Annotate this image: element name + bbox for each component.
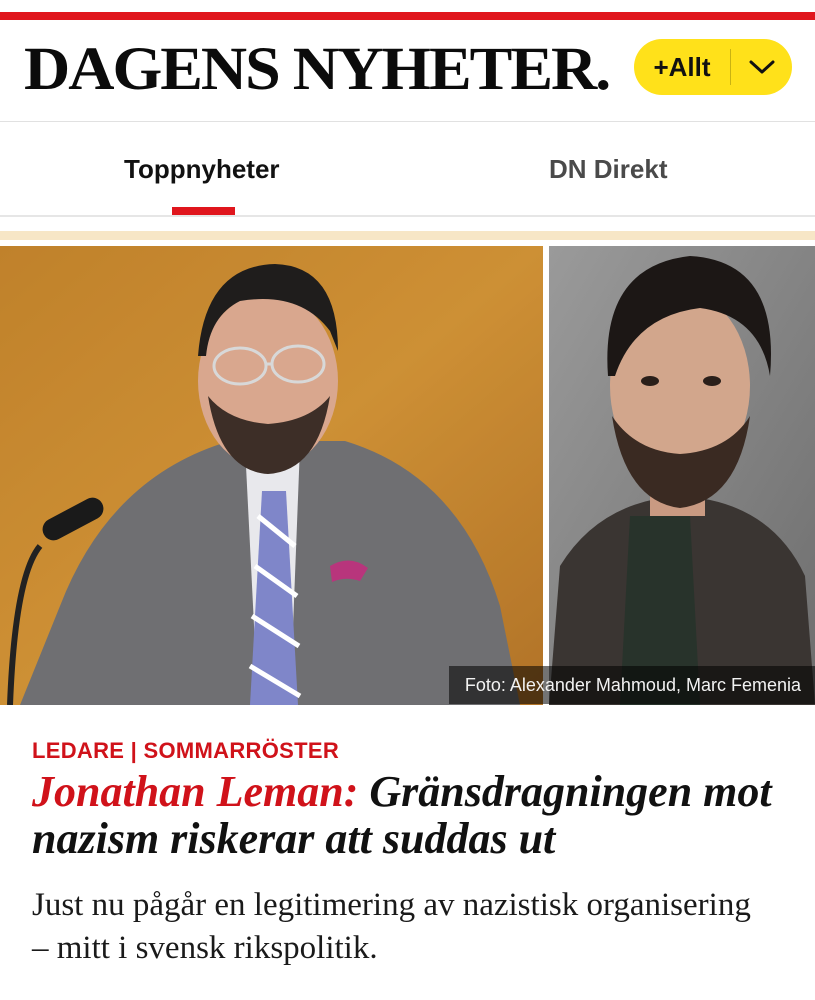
headline-author: Jonathan Leman:	[32, 767, 359, 816]
article-lead[interactable]: Just nu pågår en legitimering av nazistisk organisering – mitt i svensk rikspolitik.	[32, 887, 751, 966]
section-divider	[0, 231, 815, 240]
active-tab-indicator	[172, 207, 235, 215]
section-tabs	[0, 122, 815, 217]
article-hero-image[interactable]	[0, 246, 815, 705]
allt-menu-button[interactable]	[634, 39, 792, 95]
right-portrait	[549, 246, 815, 705]
article-headline[interactable]	[32, 768, 792, 862]
article-kicker[interactable]: LEDARE | SOMMARRÖSTER	[32, 738, 340, 763]
tab-dn-direkt[interactable]: DN Direkt	[549, 154, 668, 184]
masthead	[0, 20, 815, 122]
top-accent-bar	[0, 12, 815, 20]
headline-title: Gränsdragningen mot nazism riskerar att suddas ut	[32, 767, 772, 863]
allt-label[interactable]: +Allt	[653, 51, 711, 82]
photo-credit: Foto: Alexander Mahmoud, Marc Femenia	[449, 666, 815, 704]
hero-photo-illustration	[0, 246, 815, 705]
chevron-down-icon[interactable]	[731, 58, 792, 76]
tab-toppnyheter[interactable]: Toppnyheter	[124, 154, 280, 184]
dn-logo[interactable]: DAGENS NYHETER.	[24, 34, 610, 103]
left-portrait	[0, 246, 543, 705]
